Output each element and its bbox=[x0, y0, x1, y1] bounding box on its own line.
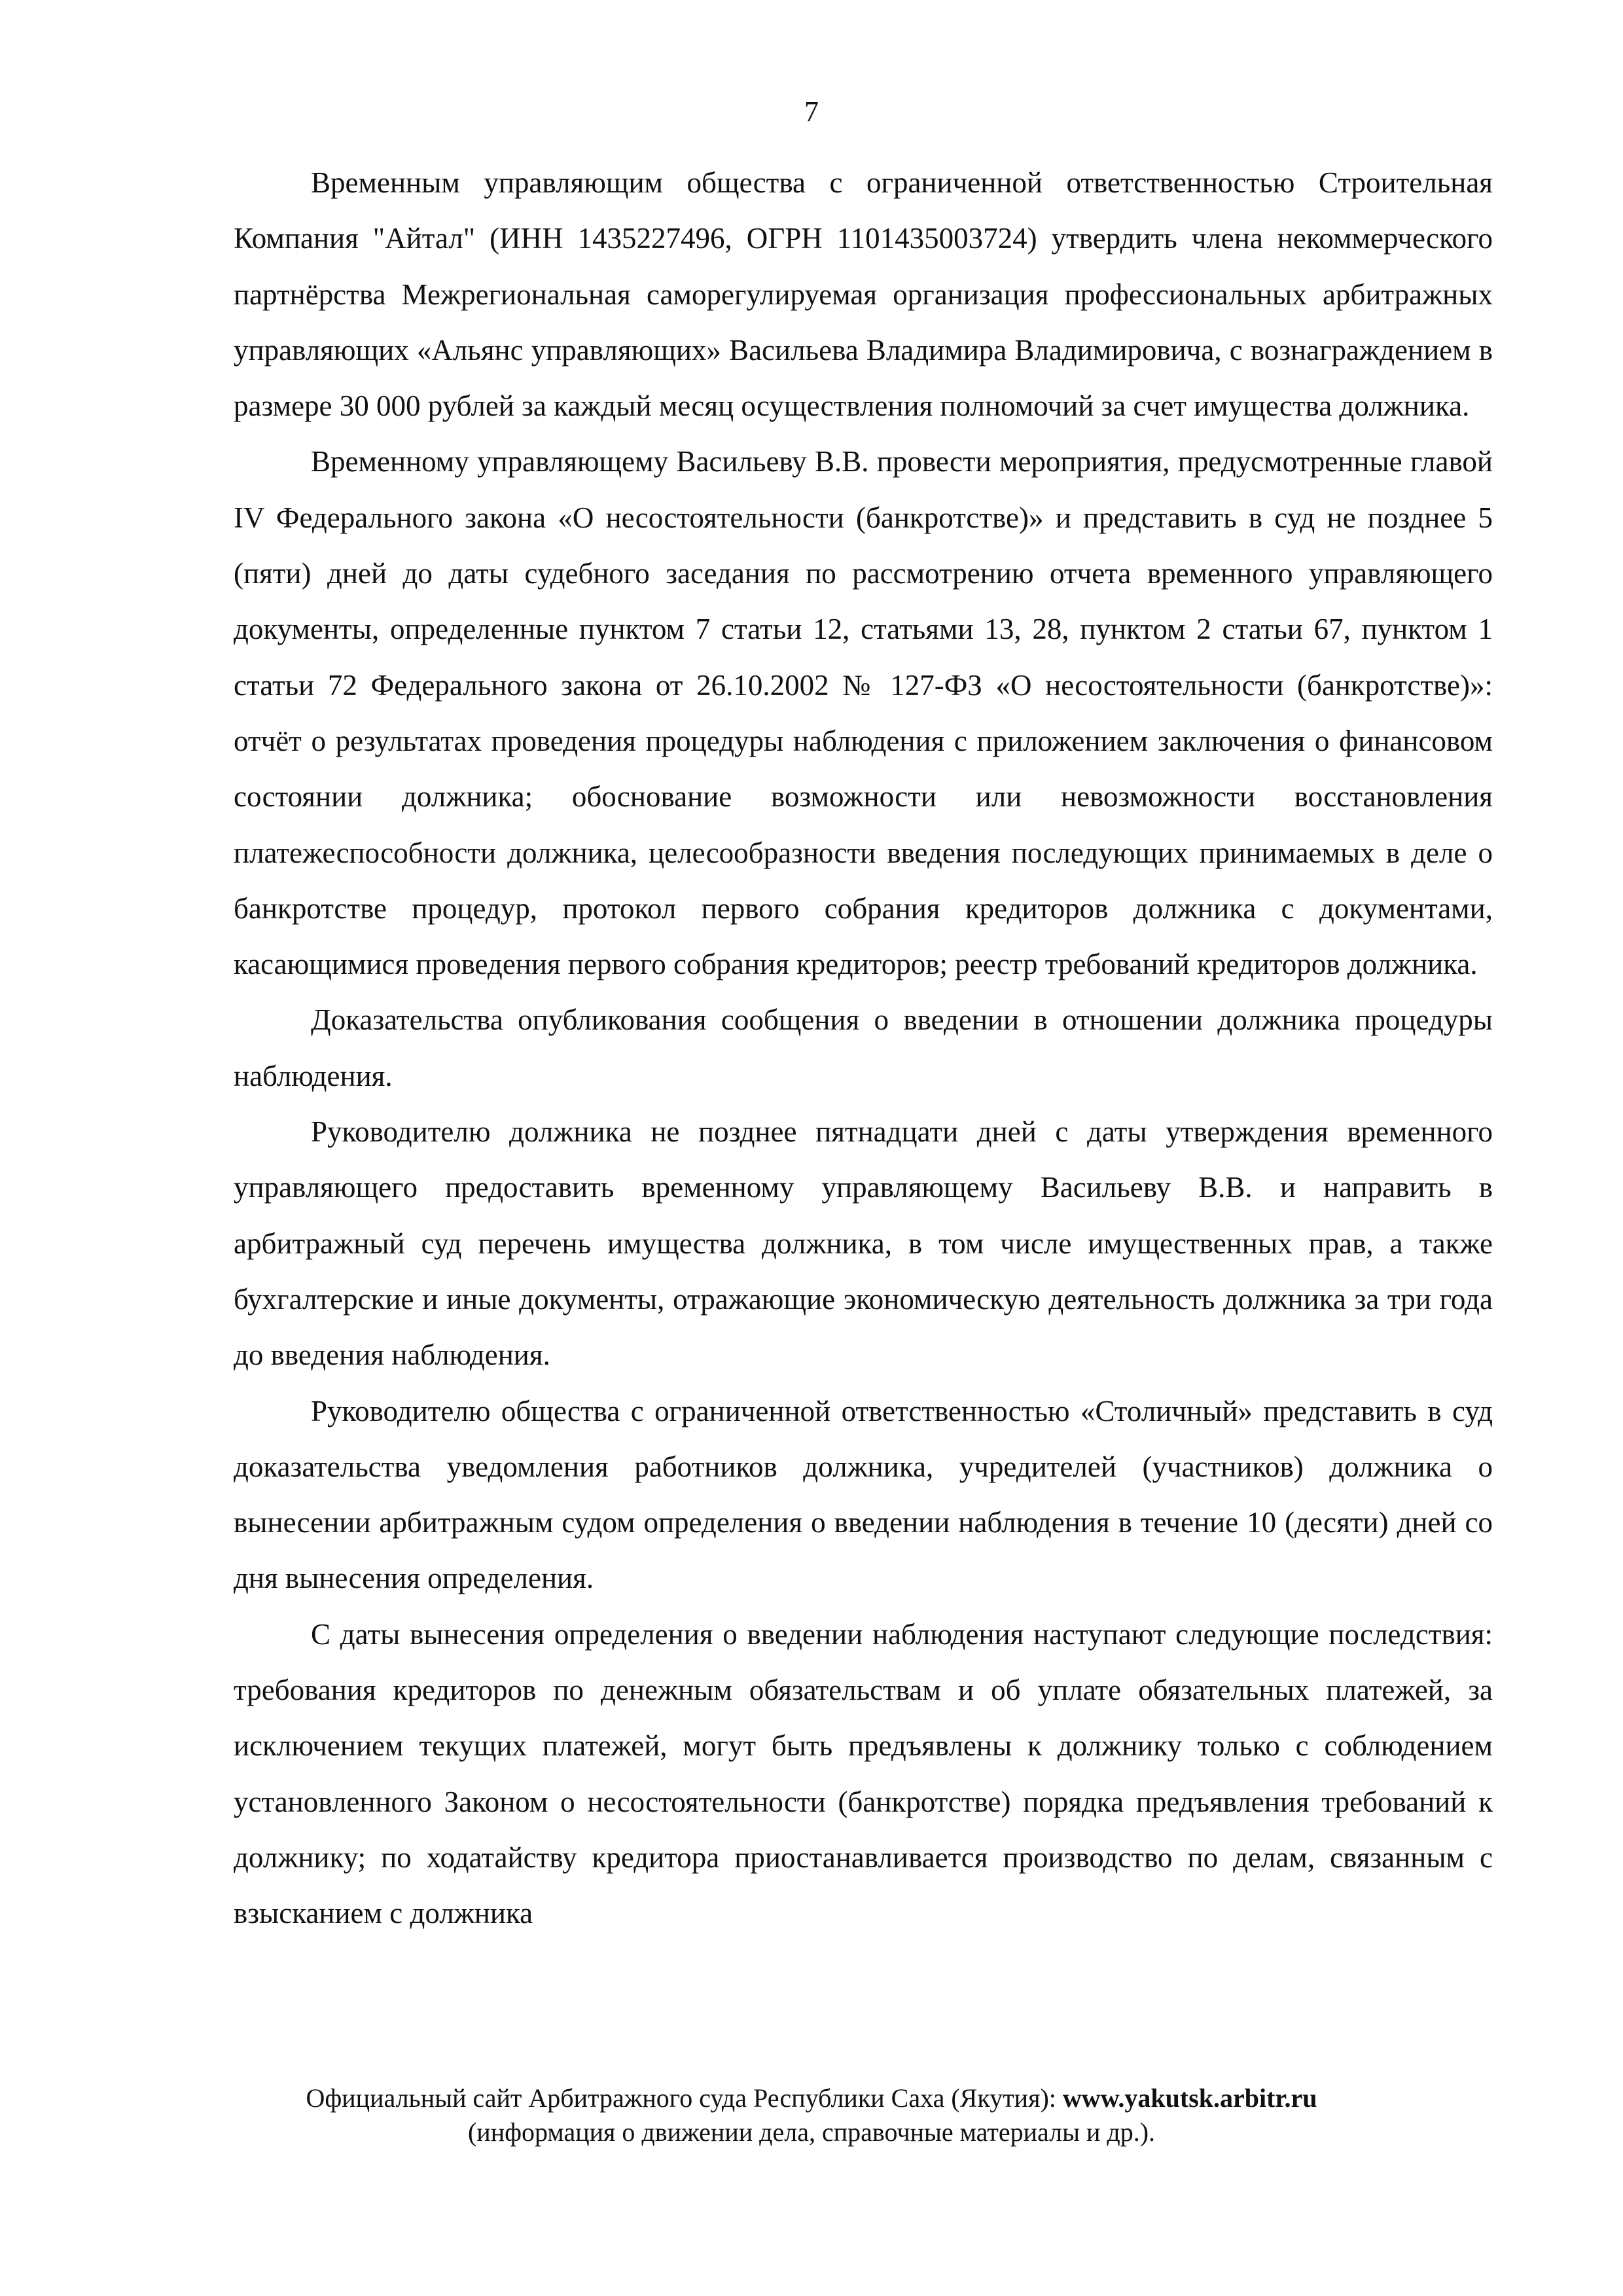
document-body bbox=[234, 155, 1493, 1942]
page-footer bbox=[0, 2081, 1623, 2149]
footer-line-1 bbox=[0, 2081, 1623, 2115]
paragraph-supervision-consequences: С даты вынесения определения о введении наблюдения наступают следующие последствия: требования кредиторов по денежным обязательствам и об уплате обязательных платежей, за исключением текущих платежей, могут быть предъявлены к должнику только с соблюдением установленного Законом о несостоятельности (банкротстве) порядка предъявления требований к должнику; по ходатайству кредитора приостанавливается производство по делам, связанным с взысканием с должника bbox=[234, 1617, 1493, 1930]
paragraph-interim-manager-duties: Временному управляющему Васильеву В.В. провести мероприятия, предусмотренные главой IV Федерального закона «О несостоятельности (банкротстве)» и представить в суд не позднее 5 (пяти) дней до даты судебного заседания по рассмотрению отчета временного управляющего документы, определенные пунктом 7 статьи 12, статьями 13, 28, пунктом 2 статьи 67, пунктом 1 статьи 72 Федерального закона от 26.10.2002 № 127-ФЗ «О несостоятельности (банкротстве)»: отчёт о результатах проведения процедуры наблюдения с приложением заключения о финансовом состоянии должника; обоснование возможности или невозможности восстановления платежеспособности должника, целесообразности введения последующих принимаемых в деле о банкротстве процедур, протокол первого собрания кредиторов должника с документами, касающимися проведения первого собрания кредиторов; реестр требований кредиторов должника. bbox=[234, 445, 1493, 981]
page-number: 7 bbox=[804, 96, 819, 128]
footer-site-url: www.yakutsk.arbitr.ru bbox=[1062, 2083, 1317, 2113]
paragraph-stolichny-head-obligations: Руководителю общества с ограниченной ответственностью «Столичный» представить в суд доказательства уведомления работников должника, учредителей (участников) должника о вынесении арбитражным судом определения о введении наблюдения в течение 10 (десяти) дней со дня вынесения определения. bbox=[234, 1394, 1493, 1595]
footer-line-2: (информация о движении дела, справочные материалы и др.). bbox=[467, 2117, 1156, 2147]
paragraph-debtor-head-obligations: Руководителю должника не позднее пятнадцати дней с даты утверждения временного управляющего предоставить временному управляющему Васильеву В.В. и направить в арбитражный суд перечень имущества должника, в том числе имущественных прав, а также бухгалтерские и иные документы, отражающие экономическую деятельность должника за три года до введения наблюдения. bbox=[234, 1115, 1493, 1372]
paragraph-interim-manager-appointment: Временным управляющим общества с ограниченной ответственностью Строительная Компания "Айтал" (ИНН 1435227496, ОГРН 1101435003724) утвердить члена некоммерческого партнёрства Межрегиональная саморегулируемая организация профессиональных арбитражных управляющих «Альянс управляющих» Васильева Владимира Владимировича, с вознаграждением в размере 30 000 рублей за каждый месяц осуществления полномочий за счет имущества должника. bbox=[234, 166, 1493, 423]
paragraph-publication-evidence: Доказательства опубликования сообщения о введении в отношении должника процедуры наблюдения. bbox=[234, 1003, 1493, 1092]
footer-site-label: Официальный сайт Арбитражного суда Республики Саха (Якутия): bbox=[306, 2083, 1063, 2113]
